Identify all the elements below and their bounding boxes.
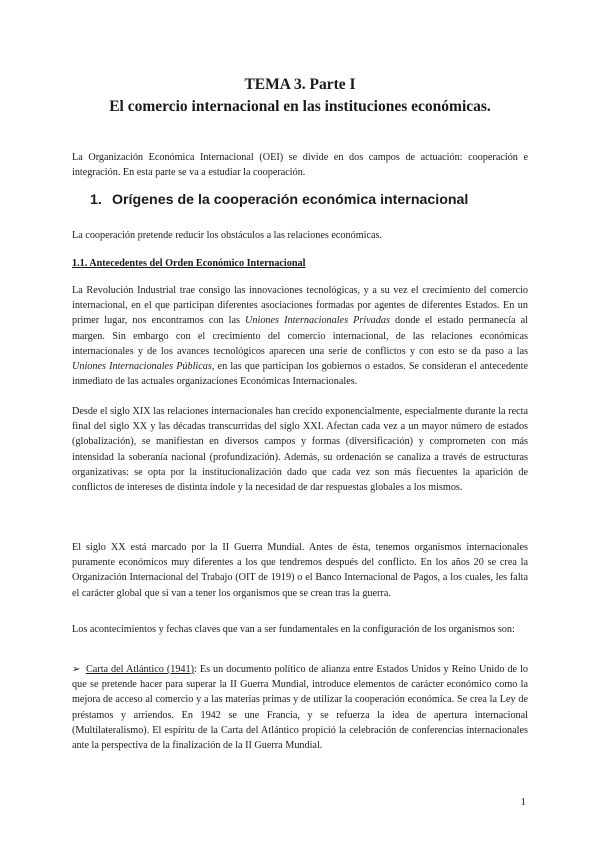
page-number: 1 [520, 796, 526, 808]
bullet-text: : Es un documento político de alianza entre Estados Unidos y Reino Unido de lo que se pretende hacer para superar la II Guerra Mundial, introduce elementos de carácter económico como la mejora de acceso al comercio y a las materias primas y de utilizar la cooperación económica. Se crea la Ley de préstamos y arriendos. En 1942 se une Francia, y se refuerza la idea de apertura internacional (Multilateralismo). El espíritu de la Carta del Atlántico propició la celebración de conferencias internacionales ante la perspectiva de la finalización de la II Guerra Mundial. [72, 664, 528, 752]
paragraph1-text-a: La Revolución Industrial trae consigo las innovaciones tecnológicas, y a su vez el crecimiento del comercio internacional, en el que participan diferentes asociaciones formadas por agentes de diferentes Estados. En un primer lugar, nos encontramos con las [72, 285, 528, 327]
paragraph-siglo-xx: El siglo XX está marcado por la II Guerra Mundial. Antes de ésta, tenemos organismos internacionales puramente económicos muy diferentes a los que tendremos después del conflicto. En los años 20 se crea la Organización Internacional del Trabajo (OIT de 1919) o el Banco Internacional de Pagos, a los cuales, les falta el carácter global que sí van a tener los organismos que se crean tras la guerra. [72, 542, 528, 599]
paragraph-acontecimientos: Los acontecimientos y fechas claves que van a ser fundamentales en la configuración de los organismos son: [72, 624, 515, 635]
paragraph-siglo-xix: Desde el siglo XIX las relaciones internacionales han crecido exponencialmente, especialmente durante la recta final del siglo XX y las décadas transcurridas del siglo XXI. Afectan cada vez a un mayor número de estados (globalización), se manifiestan en diversos campos y formas (diversificación) y comprometen con más intensidad la soberanía nacional (profundización). Además, su ordenación se canaliza a través de estructuras organizativas: se opta por la institucionalización dado que cada vez son más fiecuentes la aparición de conflictos de intereses de distinta índole y la necesidad de dar respuestas globales a los mismos. [72, 406, 528, 494]
bullet-carta-atlantico [72, 662, 528, 753]
section-lead-paragraph: La cooperación pretende reducir los obstáculos a las relaciones económicas. [72, 230, 383, 241]
paragraph1-emphasis-privadas: Uniones Internacionales Privadas [245, 315, 390, 327]
paragraph1-text-c: en las que participan los gobiernos o estados. Se consideran el antecedente inmediato de las actuales organizaciones Económicas Internacionales. [72, 361, 529, 388]
paragraph1-text-b: donde el estado permanecía al margen. Sin embargo con el crecimiento del comercio internacional, de las relaciones económicas internacionales y de los avances tecnológicos aparecen una serie de conflictos y con esto se da paso a las [72, 315, 528, 357]
paragraph-revolucion-industrial [72, 283, 528, 389]
section-heading [90, 192, 468, 208]
section-number: 1. [90, 192, 102, 208]
paragraph1-emphasis-publicas: Uniones Internacionales Públicas, [72, 361, 215, 373]
bullet-label: Carta del Atlántico (1941) [86, 664, 195, 675]
document-title [0, 74, 600, 118]
title-line-1: TEMA 3. Parte I [244, 76, 356, 93]
section-heading-text: Orígenes de la cooperación económica internacional [112, 192, 469, 208]
title-line-2: El comercio internacional en las instituciones económicas. [109, 98, 491, 115]
intro-paragraph: La Organización Económica Internacional (OEI) se divide en dos campos de actuación: cooperación e integración. En esta parte se va a estudiar la cooperación. [72, 152, 528, 179]
subsection-heading: 1.1. Antecedentes del Orden Económico Internacional [72, 258, 306, 269]
arrow-bullet-icon: ➢ [72, 664, 81, 675]
